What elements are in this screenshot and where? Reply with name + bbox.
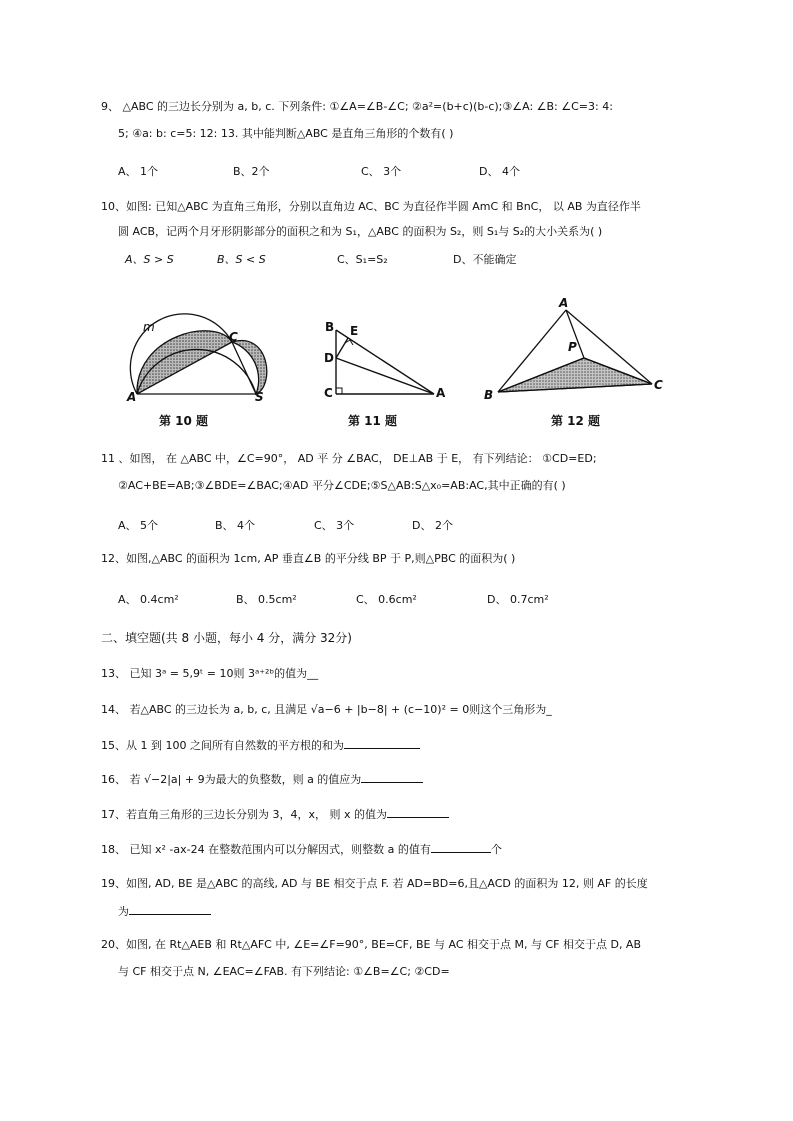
q9-line2: 5; ④a: b: c=5: 12: 13. 其中能判断△ABC 是直角三角形的个数有( ) (118, 127, 454, 140)
q12-option-c: C、 0.6cm² (356, 593, 417, 606)
fig11-label-c: C (324, 386, 333, 400)
figure-11 (320, 318, 450, 403)
figure-10 (125, 316, 275, 409)
fig10-label-a: A (127, 390, 137, 404)
q10-options (125, 251, 725, 267)
fig12-label-c: C (654, 378, 663, 392)
q9-line1: 9、 △ABC 的三边长分别为 a, b, c. 下列条件: ①∠A=∠B-∠C; ②a²=(b+c)(b-c);③∠A: ∠B: ∠C=3: 4: (101, 100, 613, 113)
q15-text: 15、从 1 到 100 之间所有自然数的平方根的和为 (101, 739, 344, 752)
q12-option-d: D、 0.7cm² (487, 593, 549, 606)
q10-line1: 10、如图: 已知△ABC 为直角三角形，分别以直角边 AC、BC 为直径作半圆 AmC 和 BnC， 以 AB 为直径作半 (101, 200, 641, 213)
q10-line2: 圆 ACB，记两个月牙形阴影部分的面积之和为 S₁，△ABC 的面积为 S₂，则 S₁与 S₂的大小关系为( ) (118, 225, 603, 238)
q17-text: 17、若直角三角形的三边长分别为 3，4，x， 则 x 的值为 (101, 808, 387, 821)
q17-row (101, 805, 449, 823)
q11-option-b: B、 4个 (215, 519, 256, 532)
fig12-label-p: P (568, 340, 577, 354)
fig11-label-b: B (325, 320, 335, 334)
q10-option-d: D、不能确定 (453, 253, 517, 266)
figure-12 (482, 296, 672, 409)
q19-blank[interactable] (129, 902, 211, 915)
q11-option-c: C、 3个 (314, 519, 355, 532)
q18-text: 18、 已知 x² -ax-24 在整数范围内可以分解因式，则整数 a 的值有 (101, 843, 431, 856)
q16-text: 16、 若 √−2|a| + 9为最大的负整数，则 a 的值应为 (101, 773, 362, 786)
fig10-label-m: m (143, 320, 155, 334)
fig11-label-d: D (324, 351, 334, 365)
q9-option-d: D、 4个 (479, 165, 520, 178)
q11-option-a: A、 5个 (118, 519, 159, 532)
q11-line1: 11 、如图， 在 △ABC 中，∠C=90°， AD 平 分 ∠BAC， DE⊥AB 于 E， 有下列结论： ①CD=ED; (101, 452, 597, 465)
q20-line2: 与 CF 相交于点 N, ∠EAC=∠FAB. 有下列结论: ①∠B=∠C; ②CD= (118, 965, 450, 978)
q9-option-b: B、2个 (233, 165, 270, 178)
q11-options (118, 517, 718, 533)
q12-option-a: A、 0.4cm² (118, 593, 179, 606)
q16-blank[interactable] (361, 770, 423, 783)
fig10-label-s: S (255, 390, 264, 404)
q10-option-b: B、S < S (217, 253, 266, 266)
fig12-caption: 第 12 题 (551, 414, 601, 428)
q17-blank[interactable] (387, 805, 449, 818)
fig10-caption: 第 10 题 (159, 414, 209, 428)
q11-line2: ②AC+BE=AB;③∠BDE=∠BAC;④AD 平分∠CDE;⑤S△AB:S△x₀=AB:AC,其中正确的有( ) (118, 479, 566, 492)
q12-option-b: B、 0.5cm² (236, 593, 297, 606)
q19-line2-row (118, 902, 211, 920)
fig11-caption: 第 11 题 (348, 414, 398, 428)
fig12-label-a: A (559, 296, 569, 310)
q15-blank[interactable] (344, 736, 420, 749)
q18-row (101, 840, 502, 858)
q19-line2: 为 (118, 905, 129, 918)
q10-option-a: A、S > S (125, 253, 174, 266)
q13: 13、 已知 3ᵃ = 5,9ᵗ = 10则 3ᵃ⁺²ᵇ的值为__ (101, 667, 319, 680)
q14: 14、 若△ABC 的三边长为 a, b, c, 且满足 √a−6 + |b−8| + (c−10)² = 0则这个三角形为_ (101, 703, 552, 716)
q11-option-d: D、 2个 (412, 519, 453, 532)
q9-option-a: A、 1个 (118, 165, 159, 178)
fig10-label-c: C (229, 330, 238, 344)
q9-options (118, 163, 718, 179)
q20-line1: 20、如图, 在 Rt△AEB 和 Rt△AFC 中, ∠E=∠F=90°, BE=CF, BE 与 AC 相交于点 M, 与 CF 相交于点 D, AB (101, 938, 642, 951)
fig11-label-a: A (436, 386, 446, 400)
q18-blank[interactable] (431, 840, 491, 853)
fig11-label-e: E (350, 324, 359, 338)
q9-option-c: C、 3个 (361, 165, 402, 178)
q10-option-c: C、S₁=S₂ (337, 253, 388, 266)
q18-suffix: 个 (490, 843, 502, 856)
q19-line1: 19、如图, AD, BE 是△ABC 的高线, AD 与 BE 相交于点 F. 若 AD=BD=6,且△ACD 的面积为 12, 则 AF 的长度 (101, 877, 648, 890)
fig12-label-b: B (484, 388, 494, 402)
q12-line1: 12、如图,△ABC 的面积为 1cm, AP 垂直∠B 的平分线 BP 于 P,则△PBC 的面积为( ) (101, 552, 516, 565)
q12-options (118, 591, 718, 607)
q16-row (101, 770, 423, 788)
q15-row (101, 736, 420, 754)
section-2-heading: 二、填空题(共 8 小题，每小 4 分，满分 32分) (101, 631, 352, 645)
